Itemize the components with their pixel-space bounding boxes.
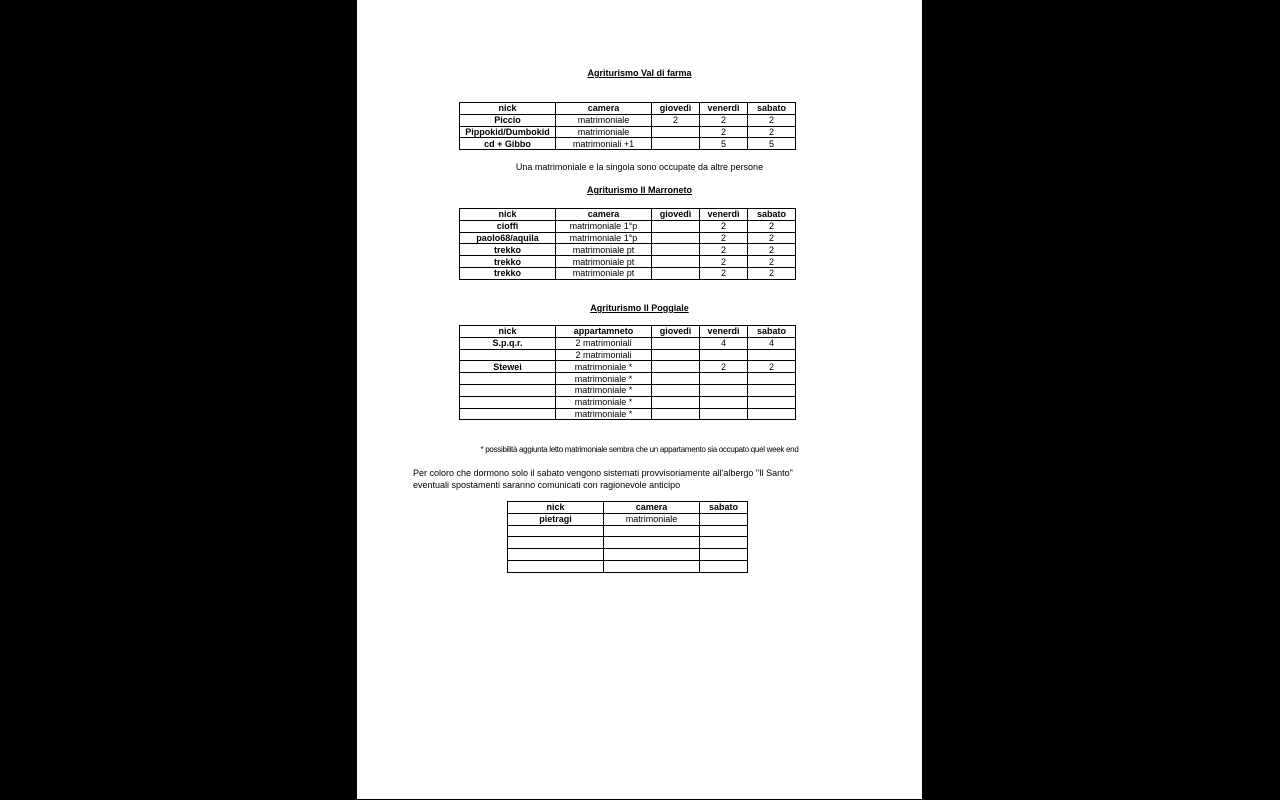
table-cell: matrimoniale 1°p — [556, 220, 652, 232]
section-note: Una matrimoniale e la singola sono occupate da altre persone — [515, 162, 764, 172]
table-cell — [652, 373, 700, 385]
table-cell: matrimoniale — [604, 513, 700, 525]
column-header: nick — [508, 502, 604, 514]
nick-cell — [508, 560, 604, 572]
nick-cell — [508, 537, 604, 549]
column-header: giovedì — [652, 103, 700, 115]
table-cell — [652, 349, 700, 361]
table-cell: 2 — [700, 114, 748, 126]
table-row — [460, 361, 796, 373]
info-paragraph — [413, 467, 873, 491]
section-title-marroneto: Agriturismo Il Marroneto — [586, 185, 692, 195]
nick-cell: trekko — [460, 267, 556, 279]
table-val-di-farma — [459, 102, 796, 150]
table-cell: 2 — [748, 361, 796, 373]
table-cell — [652, 408, 700, 420]
table-cell: matrimoniale pt — [556, 256, 652, 268]
nick-cell: cioffi — [460, 220, 556, 232]
table-cell — [748, 408, 796, 420]
nick-cell — [460, 384, 556, 396]
nick-cell: Pippokid/Dumbokid — [460, 126, 556, 138]
table-cell: 2 — [748, 267, 796, 279]
table-cell — [652, 384, 700, 396]
table-cell — [604, 560, 700, 572]
table-cell — [700, 525, 748, 537]
table-cell: 2 — [700, 267, 748, 279]
table-row — [508, 549, 748, 561]
table-row — [508, 513, 748, 525]
table-cell — [652, 337, 700, 349]
table-row — [460, 396, 796, 408]
info-line-1: Per coloro che dormono solo il sabato vengono sistemati provvisoriamente all'albergo "Il Santo" — [413, 468, 793, 478]
nick-cell — [460, 408, 556, 420]
table-cell: matrimoniale * — [556, 361, 652, 373]
table-row — [460, 267, 796, 279]
table-cell — [604, 549, 700, 561]
column-header: camera — [604, 502, 700, 514]
table-cell — [700, 396, 748, 408]
table-cell — [700, 513, 748, 525]
table-cell — [652, 361, 700, 373]
column-header: camera — [556, 209, 652, 221]
column-header: sabato — [748, 326, 796, 338]
info-line-2: eventuali spostamenti saranno comunicati con ragionevole anticipo — [413, 480, 681, 490]
table-cell: matrimoniale 1°p — [556, 232, 652, 244]
table-cell: matrimoniale pt — [556, 267, 652, 279]
table-row — [460, 256, 796, 268]
nick-cell: Stewei — [460, 361, 556, 373]
nick-cell: pietragi — [508, 513, 604, 525]
table-row — [460, 114, 796, 126]
column-header: sabato — [748, 209, 796, 221]
nick-cell: trekko — [460, 244, 556, 256]
nick-cell: paolo68/aquila — [460, 232, 556, 244]
table-header-row — [460, 103, 796, 115]
nick-cell — [460, 349, 556, 361]
table-cell — [748, 373, 796, 385]
table-marroneto — [459, 208, 796, 280]
table-cell: matrimoniale — [556, 126, 652, 138]
table-cell: 2 — [652, 114, 700, 126]
table-cell — [700, 560, 748, 572]
table-cell: 2 — [700, 244, 748, 256]
table-cell: 2 — [748, 126, 796, 138]
table-cell — [652, 256, 700, 268]
table-row — [508, 537, 748, 549]
column-header: nick — [460, 103, 556, 115]
table-cell — [700, 384, 748, 396]
nick-cell — [460, 373, 556, 385]
column-header: venerdì — [700, 326, 748, 338]
table-row — [460, 244, 796, 256]
table-cell — [700, 349, 748, 361]
table-cell: 2 — [748, 244, 796, 256]
nick-cell — [460, 396, 556, 408]
table-cell — [748, 384, 796, 396]
table-header-row — [460, 209, 796, 221]
table-row — [460, 373, 796, 385]
table-cell: 2 — [700, 232, 748, 244]
table-row — [460, 337, 796, 349]
table-cell: 4 — [748, 337, 796, 349]
table-cell — [748, 396, 796, 408]
table-cell: 2 — [700, 220, 748, 232]
column-header: sabato — [700, 502, 748, 514]
table-cell: 2 — [700, 361, 748, 373]
column-header: venerdì — [700, 209, 748, 221]
column-header: nick — [460, 209, 556, 221]
table-cell — [700, 537, 748, 549]
table-row — [508, 560, 748, 572]
table-cell — [700, 549, 748, 561]
nick-cell: Piccio — [460, 114, 556, 126]
table-cell: matrimoniali +1 — [556, 138, 652, 150]
table-cell — [604, 525, 700, 537]
table-cell: matrimoniale pt — [556, 244, 652, 256]
nick-cell: S.p.q.r. — [460, 337, 556, 349]
table-cell: 2 — [748, 232, 796, 244]
table-cell: 5 — [748, 138, 796, 150]
table-cell: matrimoniale — [556, 114, 652, 126]
table-cell: 2 matrimoniali — [556, 337, 652, 349]
column-header: giovedì — [652, 209, 700, 221]
table-row — [460, 349, 796, 361]
nick-cell: cd + Gibbo — [460, 138, 556, 150]
column-header: venerdì — [700, 103, 748, 115]
table-cell: matrimoniale * — [556, 408, 652, 420]
table-cell — [652, 396, 700, 408]
table-cell — [652, 232, 700, 244]
nick-cell — [508, 549, 604, 561]
table-cell — [652, 138, 700, 150]
table-cell: 2 — [700, 256, 748, 268]
nick-cell — [508, 525, 604, 537]
column-header: appartamneto — [556, 326, 652, 338]
nick-cell: trekko — [460, 256, 556, 268]
table-header-row — [460, 326, 796, 338]
table-cell: 5 — [700, 138, 748, 150]
section-title-poggiale: Agriturismo Il Poggiale — [590, 303, 689, 313]
footnote: * possibilità aggiunta letto matrimoniale sembra che un appartamento sia occupato quel week end — [480, 445, 799, 454]
table-row — [460, 126, 796, 138]
table-cell — [652, 244, 700, 256]
table-cell: 2 — [700, 126, 748, 138]
table-poggiale — [459, 325, 796, 420]
table-cell: 2 — [748, 114, 796, 126]
column-header: camera — [556, 103, 652, 115]
table-cell: 2 — [748, 220, 796, 232]
table-cell: 2 — [748, 256, 796, 268]
table-cell: matrimoniale * — [556, 396, 652, 408]
table-cell — [652, 220, 700, 232]
table-cell: matrimoniale * — [556, 373, 652, 385]
table-row — [460, 232, 796, 244]
table-cell — [748, 349, 796, 361]
table-row — [460, 220, 796, 232]
table-cell — [652, 267, 700, 279]
table-header-row — [508, 502, 748, 514]
column-header: nick — [460, 326, 556, 338]
document-page — [357, 0, 922, 799]
table-cell — [604, 537, 700, 549]
table-row — [460, 384, 796, 396]
table-cell: 2 matrimoniali — [556, 349, 652, 361]
column-header: sabato — [748, 103, 796, 115]
table-row — [460, 408, 796, 420]
table-cell — [700, 373, 748, 385]
table-il-santo — [507, 501, 748, 573]
table-cell — [700, 408, 748, 420]
table-row — [508, 525, 748, 537]
table-cell: matrimoniale * — [556, 384, 652, 396]
table-cell: 4 — [700, 337, 748, 349]
table-row — [460, 138, 796, 150]
table-cell — [652, 126, 700, 138]
section-title-val-di-farma: Agriturismo Val di farma — [587, 68, 692, 78]
column-header: giovedì — [652, 326, 700, 338]
